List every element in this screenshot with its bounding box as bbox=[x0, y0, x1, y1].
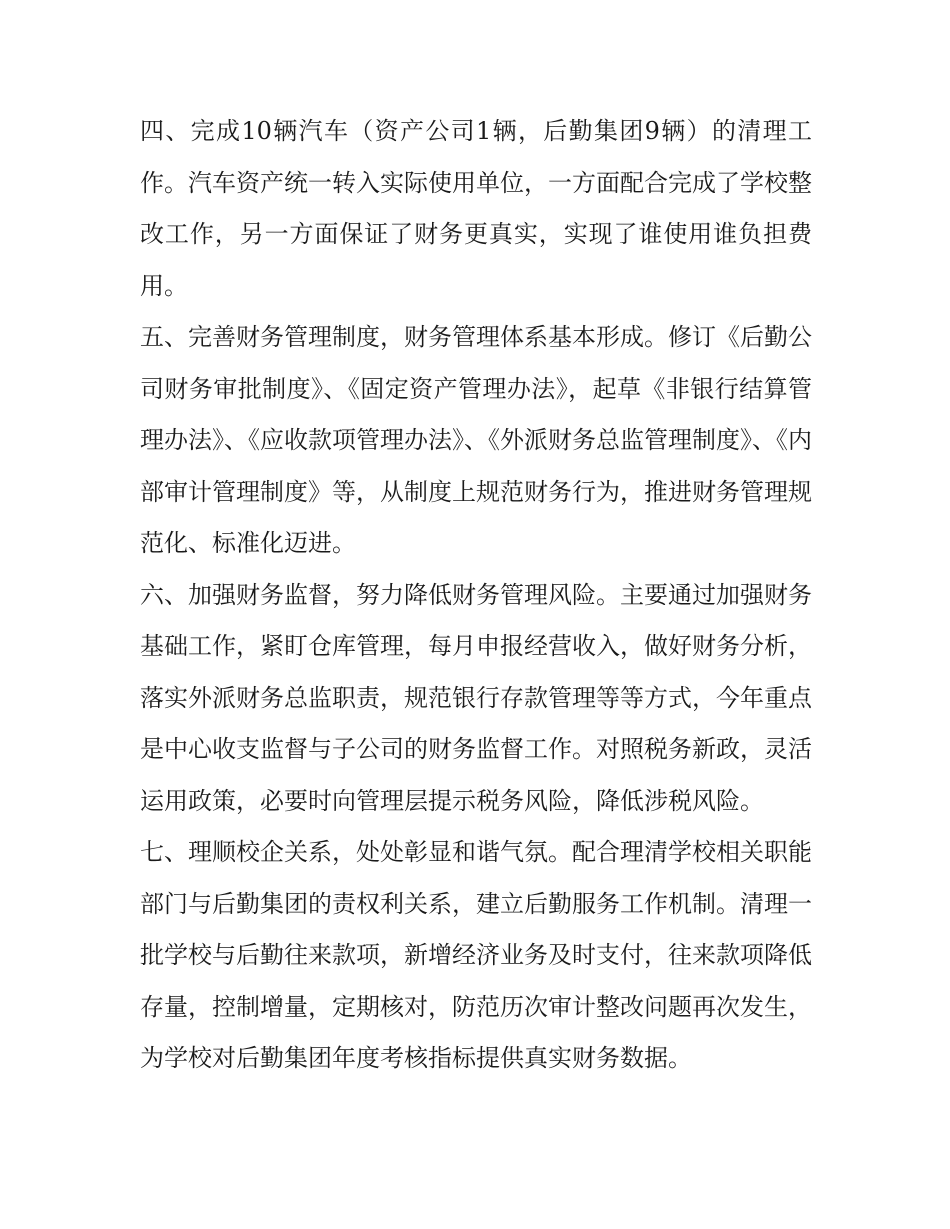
document-body bbox=[140, 106, 812, 1085]
paragraph-5-finance-regulations: 五、完善财务管理制度，财务管理体系基本形成。修订《后勤公司财务审批制度》、《固定资产管理办法》，起草《非银行结算管理办法》、《应收款项管理办法》、《外派财务总监管理制度》、《内部审计管理制度》等，从制度上规范财务行为，推进财务管理规范化、标准化迈进。 bbox=[140, 323, 812, 557]
paragraph-6-finance-supervision: 六、加强财务监督，努力降低财务管理风险。主要通过加强财务基础工作，紧盯仓库管理，每月申报经营收入，做好财务分析，落实外派财务总监职责，规范银行存款管理等等方式，今年重点是中心收支监督与子公司的财务监督工作。对照税务新政，灵活运用政策，必要时向管理层提示税务风险，降低涉税风险。 bbox=[140, 580, 812, 815]
paragraph-7-school-enterprise-relations: 七、理顺校企关系，处处彰显和谐气氛。配合理清学校相关职能部门与后勤集团的责权利关系，建立后勤服务工作机制。清理一批学校与后勤往来款项，新增经济业务及时支付，往来款项降低存量，控制增量，定期核对，防范历次审计整改问题再次发生，为学校对后勤集团年度考核指标提供真实财务数据。 bbox=[140, 838, 812, 1072]
paragraph-4-vehicle-cleanup: 四、完成10辆汽车（资产公司1辆，后勤集团9辆）的清理工作。汽车资产统一转入实际使用单位，一方面配合完成了学校整改工作，另一方面保证了财务更真实，实现了谁使用谁负担费用。 bbox=[140, 117, 812, 300]
